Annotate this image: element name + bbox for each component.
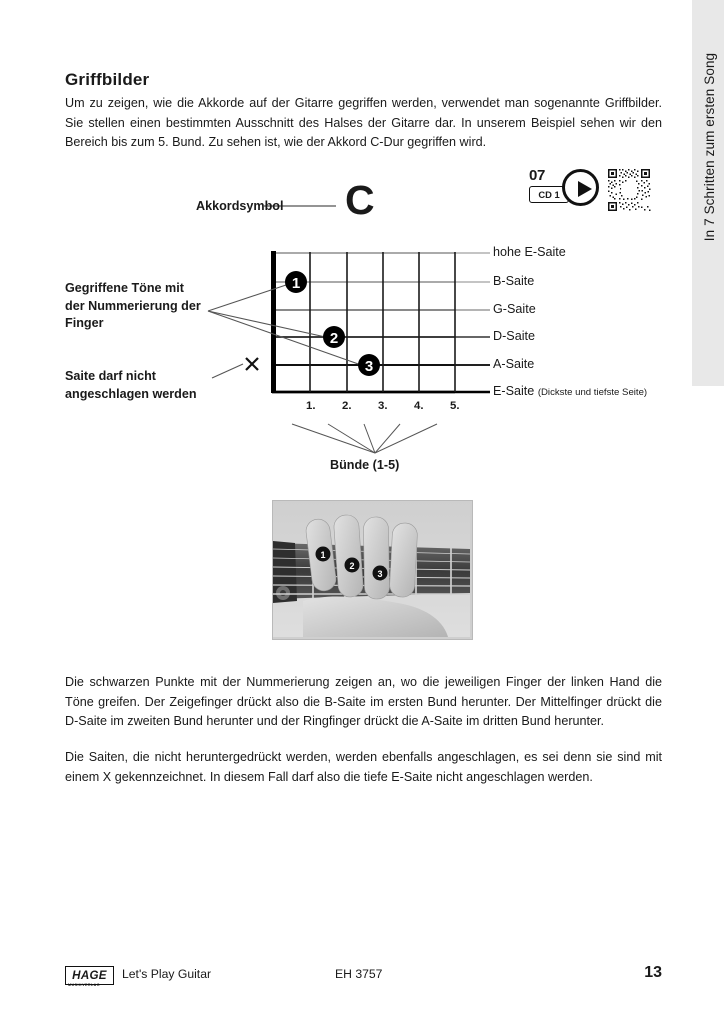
fret-number-3: 3.: [378, 400, 388, 412]
intro-paragraph: Um zu zeigen, wie die Akkorde auf der Gitarre gegriffen werden, verwendet man sogenannte Griffbilder. Sie stellen einen bestimmten Ausschnitt des Halses der Gitarre dar. In unserem Beispiel sehen wir den Bereich bis zum 5. Bund. Zu sehen ist, wie der Akkord C-Dur gegriffen wird.: [65, 96, 662, 150]
body-paragraph-2: Die Saiten, die nicht heruntergedrückt werden, werden ebenfalls angeschlagen, es sei denn sie sind mit einem X gekennzeichnet. In diesem Fall darf also die tiefe E-Saite nicht angeschlagen werden.: [65, 750, 662, 784]
footer-edition-code: EH 3757: [335, 967, 383, 981]
guitar-neck-photo: [272, 500, 473, 640]
callout-fingers: Gegriffene Töne mit der Nummerierung der Finger: [65, 281, 201, 330]
callout-chord-symbol: Akkordsymbol: [196, 199, 284, 213]
string-label-a: A-Saite: [493, 357, 535, 371]
string-label-g: G-Saite: [493, 302, 536, 316]
page-number: 13: [644, 964, 662, 981]
publisher-logo-subtext: MUSIKVERLAG: [68, 983, 101, 987]
string-label-b: B-Saite: [493, 274, 535, 288]
fret-number-1: 1.: [306, 400, 316, 412]
string-label-low-e: [493, 384, 647, 398]
page-title: Griffbilder: [65, 70, 150, 89]
page-footer: [65, 966, 662, 990]
frets-caption: Bünde (1-5): [330, 458, 400, 472]
footer-book-title: Let's Play Guitar: [122, 967, 212, 981]
string-label-low-e-note: (Dickste und tiefste Seite): [537, 387, 648, 398]
string-label-high-e: hohe E-Saite: [493, 245, 566, 259]
svg-text:3: 3: [377, 569, 383, 579]
callout-muted-string: Saite darf nicht angeschlagen werden: [65, 369, 197, 401]
publisher-logo-text: HAGE: [72, 969, 107, 982]
string-label-d: D-Saite: [493, 329, 535, 343]
track-number: 07: [529, 167, 546, 184]
svg-text:2: 2: [329, 330, 339, 347]
svg-text:1: 1: [291, 275, 301, 292]
fret-number-5: 5.: [450, 400, 460, 412]
fret-number-4: 4.: [414, 400, 424, 412]
chapter-side-tab-label: In 7 Schritten zum ersten Song: [701, 52, 717, 242]
string-label-low-e-name: E-Saite: [493, 384, 535, 398]
svg-text:2: 2: [349, 561, 355, 571]
svg-text:1: 1: [320, 550, 326, 560]
body-paragraph-1: Die schwarzen Punkte mit der Nummerierung zeigen an, wo die jeweiligen Finger der linken Hand die Töne greifen. Der Zeigefinger drückt also die B-Saite im ersten Bund herunter. Der Mittelfinger drückt die D-Saite im zweiten Bund herunter und der Ringfinger drückt die A-Saite im dritten Bund herunter.: [65, 675, 662, 729]
chord-diagram-graphics: [0, 0, 724, 500]
guitar-neck-photo-graphic: [273, 501, 470, 637]
svg-text:3: 3: [364, 358, 374, 375]
fret-number-2: 2.: [342, 400, 352, 412]
cd-label: CD 1: [529, 186, 569, 203]
chord-symbol: C: [345, 177, 375, 223]
chord-diagram: [0, 0, 724, 500]
